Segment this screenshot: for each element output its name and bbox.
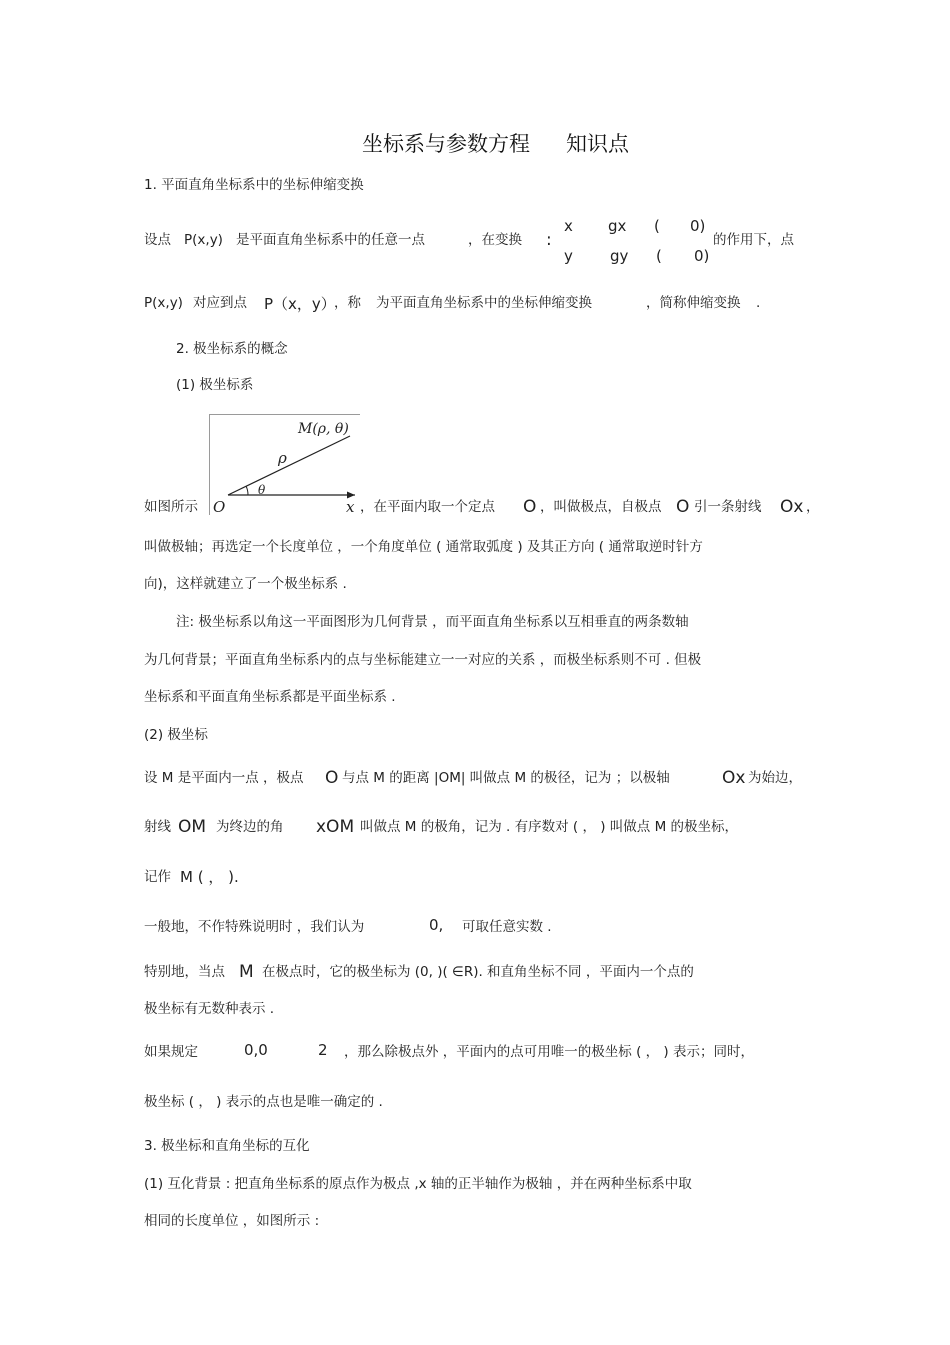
s2-note3: 坐标系和平面直角坐标系都是平面坐标系 .	[144, 689, 396, 705]
s2-p1-O2: O	[676, 497, 690, 517]
s2-note1: 注: 极坐标系以角这一平面图形为几何背景 ，而平面直角坐标系以互相垂直的两条数轴	[176, 614, 689, 630]
s2-q1-b: 与点 M 的距离 |OM| 叫做点 M 的极径，记为 ；以极轴	[342, 770, 670, 786]
s2-q1-O: O	[325, 768, 339, 788]
s2-r1-a: 如果规定	[144, 1044, 198, 1060]
matrix-r2-c4: 0)	[694, 247, 710, 265]
s2-sub1: (1) 极坐标系	[176, 377, 254, 393]
matrix-r1-c1: x	[564, 217, 573, 235]
s2-sp1-b: 在极点时，它的极坐标为 (0, )( ∈R). 和直角坐标不同 ，平面内一个点的	[262, 964, 694, 980]
s1-line2-c: P（x，y）	[264, 295, 336, 313]
s2-p1-Ox: Ox	[780, 497, 804, 517]
s2-q1-a: 设 M 是平面内一点 ，极点	[144, 770, 304, 786]
s1-line2-e: 为平面直角坐标系中的坐标伸缩变换	[376, 295, 592, 311]
s1-line2-a: P(x,y)	[144, 295, 183, 311]
theta-label: θ	[258, 483, 266, 497]
s2-g1-a: 一般地，不作特殊说明时 ，我们认为	[144, 919, 365, 935]
s2-g1-c: 可取任意实数 .	[462, 919, 552, 935]
page-title	[362, 128, 530, 158]
s1-line1-a: 设点	[144, 232, 171, 248]
s2-q2-xOM: xOM	[316, 817, 355, 837]
s1-line2-b: 对应到点	[193, 295, 247, 311]
s2-q2-b: 为终边的角	[216, 819, 284, 835]
s2-note2: 为几何背景；平面直角坐标系内的点与坐标能建立一一对应的关系 ，而极坐标系则不可 . 但极	[144, 652, 702, 668]
matrix-r2-c1: y	[564, 247, 573, 265]
s2-q2-OM: OM	[178, 817, 207, 837]
matrix-r2-c2: gy	[610, 247, 629, 265]
s1-line2-g: .	[756, 295, 761, 311]
title-main: 坐标系与参数方程	[362, 132, 530, 156]
s2-p1-b: ，叫做极点，自极点	[540, 499, 662, 515]
s2-p1-O: O	[523, 497, 537, 517]
matrix-r1-c2: gx	[608, 217, 627, 235]
s2-q2-c: 叫做点 M 的极角，记为 . 有序数对 ( ， ) 叫做点 M 的极坐标，	[360, 819, 739, 835]
s2-sp2: 极坐标有无数种表示 .	[144, 1001, 275, 1017]
s2-q2-a: 射线	[144, 819, 171, 835]
polar-figure-svg	[210, 415, 360, 515]
s2-p1-d: ，	[806, 499, 820, 515]
s2-p1-a: ，在平面内取一个定点	[360, 499, 495, 515]
s1-line2-d: ，称	[334, 295, 361, 311]
polar-coordinate-figure	[209, 414, 360, 515]
point-m-label: M(ρ, θ)	[298, 421, 349, 437]
s2-fig-prefix: 如图所示	[144, 499, 198, 515]
s2-r1-b: 0,0	[244, 1041, 268, 1059]
section-3-heading: 3. 极坐标和直角坐标的互化	[144, 1138, 310, 1154]
title-suffix: 知识点	[566, 132, 629, 156]
page-title-suffix	[566, 128, 629, 158]
s1-line1-c: 是平面直角坐标系中的任意一点	[236, 232, 425, 248]
s2-sp1-M: M	[239, 962, 254, 982]
x-axis-label: x	[346, 498, 355, 515]
s2-r2: 极坐标 ( ， ) 表示的点也是唯一确定的 .	[144, 1094, 383, 1110]
s2-p2: 叫做极轴；再选定一个长度单位 ，一个角度单位 ( 通常取弧度 ) 及其正方向 ( 通常取逆时针方	[144, 539, 703, 555]
s2-p1-c: 引一条射线	[694, 499, 762, 515]
s2-q1-c: 为始边，	[748, 770, 802, 786]
s2-q3-M: M ( ， ).	[180, 868, 239, 886]
section-1-heading: 1. 平面直角坐标系中的坐标伸缩变换	[144, 177, 364, 193]
s2-g1-b: 0,	[429, 916, 444, 934]
s3-l1: (1) 互化背景 : 把直角坐标系的原点作为极点 ,x 轴的正半轴作为极轴 ，并在两种坐标系中取	[144, 1176, 692, 1192]
s1-line1-e: 的作用下，点	[713, 232, 794, 248]
s2-q3-a: 记作	[144, 869, 171, 885]
s2-sub2: (2) 极坐标	[144, 727, 208, 743]
s1-line1-d: ，在变换	[468, 232, 522, 248]
s2-r1-d: ，那么除极点外 ，平面内的点可用唯一的极坐标 ( ， ) 表示；同时，	[344, 1044, 754, 1060]
rho-label: ρ	[278, 449, 287, 467]
matrix-r2-c3: (	[656, 247, 662, 265]
s1-line1-b: P(x,y)	[184, 232, 223, 248]
transform-colon: :	[546, 230, 552, 250]
s1-line2-f: ，简称伸缩变换	[646, 295, 741, 311]
s2-sp1-a: 特别地，当点	[144, 964, 225, 980]
s3-l2: 相同的长度单位 ，如图所示 :	[144, 1213, 320, 1229]
s2-p3: 向)，这样就建立了一个极坐标系 .	[144, 576, 347, 592]
origin-label: O	[213, 498, 226, 515]
matrix-r1-c3: (	[654, 217, 660, 235]
s2-r1-c: 2	[318, 1041, 328, 1059]
angle-arc	[246, 486, 248, 495]
s2-q1-Ox: Ox	[722, 768, 746, 788]
matrix-r1-c4: 0)	[690, 217, 706, 235]
section-2-heading: 2. 极坐标系的概念	[176, 341, 288, 357]
